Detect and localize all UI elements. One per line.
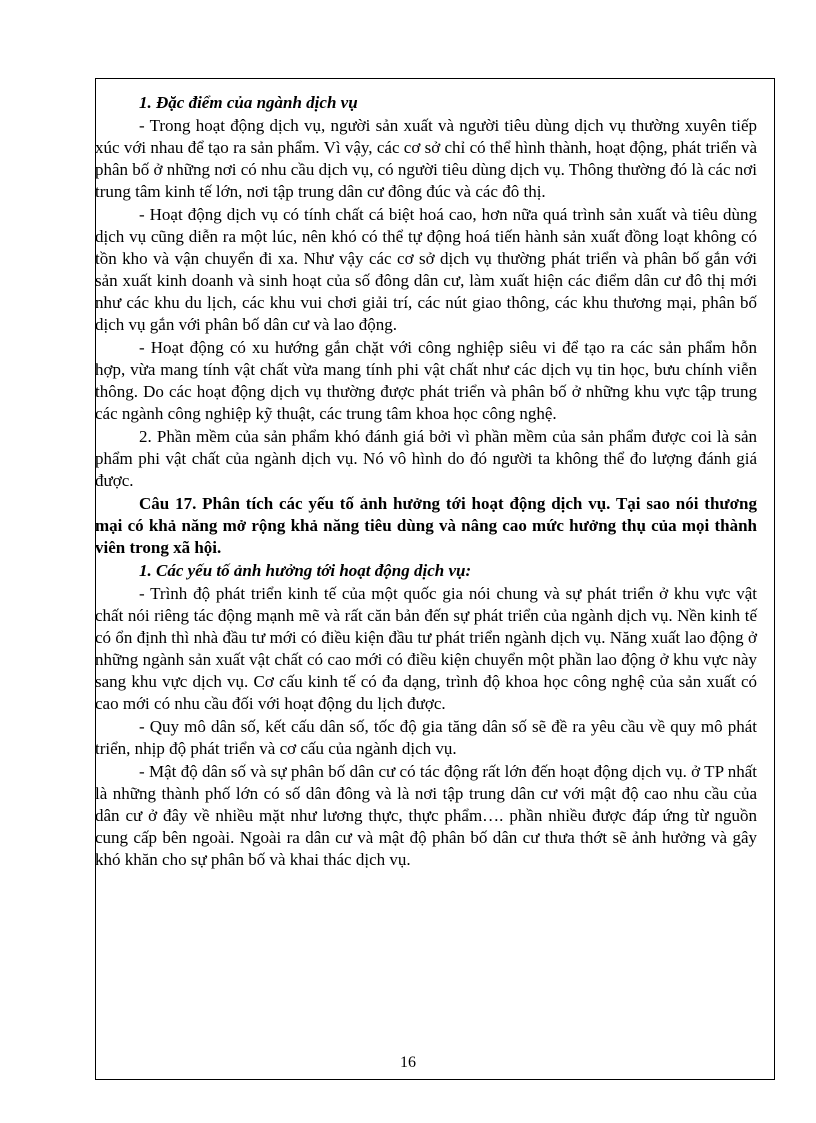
section-heading-characteristics: 1. Đặc điểm của ngành dịch vụ	[139, 93, 358, 112]
paragraph-individualization: - Hoạt động dịch vụ có tính chất cá biệt hoá cao, hơn nữa quá trình sản xuất và tiêu dùng dịch vụ cũng diễn ra một lúc, nên khó có thể tự động hoá tiến hành sản xuất đồng loạt không có tồn kho và vận chuyển đi xa. Như vậy các cơ sở dịch vụ thường phát triển và phân bố gắn với sản xuất kinh doanh và sinh hoạt của số đông dân cư, làm xuất hiện các điểm dân cư đô thị mới như các khu du lịch, các khu vui chơi giải trí, các nút giao thông, các khu thương mại, phân bố dịch vụ gắn với phân bố dân cư và lao động.	[95, 205, 757, 334]
paragraph-consumer-contact: - Trong hoạt động dịch vụ, người sản xuất và người tiêu dùng dịch vụ thường xuyên tiếp xúc với nhau để tạo ra sản phẩm. Vì vậy, các cơ sở chỉ có thể hình thành, hoạt động, phát triển và phân bố ở những nơi có nhu cầu dịch vụ, có người tiêu dùng dịch vụ. Thông thường đó là các nơi trung tâm kinh tế lớn, nơi tập trung dân cư đông đúc và các đô thị.	[95, 116, 757, 201]
paragraph-population-density: - Mật độ dân số và sự phân bố dân cư có tác động rất lớn đến hoạt động dịch vụ. ở TP nhất là những thành phố lớn có số dân đông và là nơi tập trung dân cư với mật độ cao nhu cầu của dân cư ở đây về nhiều mặt như lương thực, thực phẩm…. phần nhiều được đáp ứng từ nguồn cung cấp bên ngoài. Ngoài ra dân cư và mật độ phân bố dân cư thưa thớt sẽ ảnh hưởng và gây khó khăn cho sự phân bố và khai thác dịch vụ.	[95, 762, 757, 869]
document-body	[95, 92, 757, 872]
paragraph-economic-level: - Trình độ phát triển kinh tế của một quốc gia nói chung và sự phát triển ở khu vực vật chất nói riêng tác động mạnh mẽ và rất căn bản đến sự phát triển của ngành dịch vụ. Nền kinh tế có ổn định thì nhà đầu tư mới có điều kiện đầu tư phát triển ngành dịch vụ. Năng xuất lao động ở những ngành sản xuất vật chất có cao mới có điều kiện chuyển một phần lao động ở khu vực này sang khu vực dịch vụ. Cơ cấu kinh tế có đa dạng, trình độ khoa học công nghệ của sản xuất có cao mới có nhu cầu đối với hoạt động du lịch được.	[95, 584, 757, 713]
paragraph-software-evaluation: 2. Phần mềm của sản phẩm khó đánh giá bởi vì phần mềm của sản phẩm được coi là sản phẩm phi vật chất của ngành dịch vụ. Nó vô hình do đó người ta không thể đo lượng đánh giá được.	[95, 427, 757, 490]
question-17-heading: Câu 17. Phân tích các yếu tố ảnh hưởng tới hoạt động dịch vụ. Tại sao nói thương mại có khả năng mở rộng khả năng tiêu dùng và nâng cao mức hưởng thụ của mọi thành viên trong xã hội.	[95, 494, 757, 557]
paragraph-population-size: - Quy mô dân số, kết cấu dân số, tốc độ gia tăng dân số sẽ đề ra yêu cầu về quy mô phát triển, nhịp độ phát triển và cơ cấu của ngành dịch vụ.	[95, 717, 757, 758]
page-number: 16	[400, 1054, 416, 1071]
section-heading-factors: 1. Các yếu tố ảnh hưởng tới hoạt động dịch vụ:	[139, 561, 472, 580]
paragraph-industry-link: - Hoạt động có xu hướng gắn chặt với công nghiệp siêu vi để tạo ra các sản phẩm hỗn hợp, vừa mang tính vật chất vừa mang tính phi vật chất như các dịch vụ tin học, bưu chính viễn thông. Do các hoạt động dịch vụ thường được phát triển và phân bố ở những khu vực tập trung các ngành công nghiệp kỹ thuật, các trung tâm khoa học công nghệ.	[95, 338, 757, 423]
